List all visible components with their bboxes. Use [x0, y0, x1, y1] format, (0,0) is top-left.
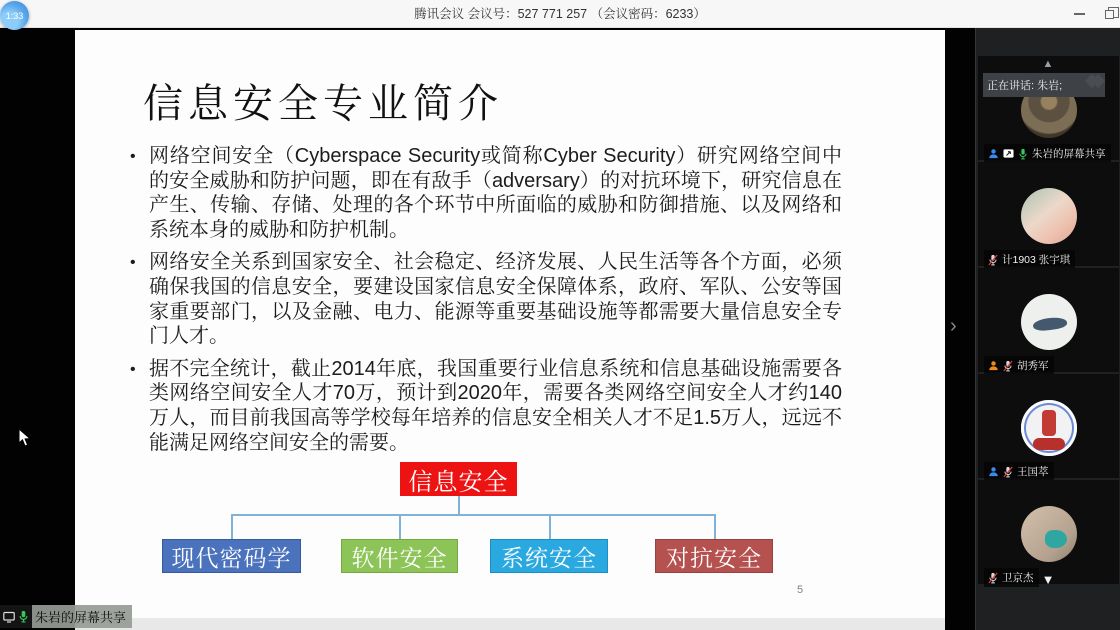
titlebar	[0, 0, 1120, 28]
shared-screen-bottom-strip	[75, 618, 945, 630]
participant-namebar	[984, 462, 1054, 481]
bullet-text: 网络安全关系到国家安全、社会稳定、经济发展、人民生活等各个方面，必须确保我国的信息安全，要建设国家信息安全保障体系，政府、军队、公安等国家重要部门，以及金融、电力、能源等重要基础设施等都需要大量信息安全专门人才。	[149, 251, 842, 348]
sharing-screen-icon	[1002, 147, 1014, 160]
host-icon	[987, 359, 999, 372]
participant-tile[interactable]	[978, 480, 1119, 584]
connector-line	[458, 496, 460, 514]
restore-icon	[1105, 10, 1114, 19]
bullet-item	[130, 357, 842, 455]
connector-line	[549, 514, 551, 539]
diagram-root-box: 信息安全	[400, 462, 517, 496]
mouse-cursor	[18, 428, 32, 453]
participant-name: 朱岩的屏幕共享	[1032, 148, 1106, 160]
minimize-icon	[1074, 13, 1085, 15]
window-controls	[1072, 0, 1116, 28]
sidebar-collapse-chevron[interactable]: ›	[950, 315, 957, 337]
speaking-tooltip-text: 正在讲话: 朱岩;	[987, 80, 1063, 92]
presentation-slide	[75, 30, 945, 618]
slide-bullet-list	[130, 144, 842, 463]
participant-tile[interactable]	[978, 56, 1119, 160]
timer-text: 1:33	[5, 10, 24, 21]
scroll-up-arrow[interactable]: ▲	[1042, 58, 1054, 70]
avatar-red-figure	[1021, 400, 1077, 456]
speaking-tooltip	[983, 73, 1105, 97]
meeting-logo-watermark-icon	[1091, 76, 1103, 89]
participant-namebar	[984, 144, 1111, 163]
bullet-marker: •	[130, 148, 136, 165]
minimize-button[interactable]	[1072, 7, 1086, 21]
connector-line	[714, 514, 716, 539]
restore-button[interactable]	[1102, 7, 1116, 21]
microphone-muted-icon	[987, 253, 999, 266]
slide-title: 信息安全专业简介	[143, 81, 503, 126]
meeting-timer-badge[interactable]	[0, 1, 29, 30]
participants-sidebar	[975, 28, 1120, 630]
participant-tile[interactable]	[978, 268, 1119, 372]
scroll-down-arrow[interactable]: ▼	[1041, 572, 1055, 587]
microphone-on-icon	[1017, 147, 1029, 160]
diagram-child-box: 对抗安全	[655, 539, 773, 573]
screen-share-area	[0, 28, 975, 630]
avatar-whale	[1021, 294, 1077, 350]
participant-name: 计1903 张宇琪	[1002, 254, 1071, 266]
bullet-item	[130, 144, 842, 242]
avatar-cat	[1021, 506, 1077, 562]
participant-tile[interactable]	[978, 162, 1119, 266]
bullet-item	[130, 250, 842, 348]
slide-page-number: 5	[797, 584, 804, 596]
diagram-child-box: 系统安全	[490, 539, 608, 573]
screen-share-icon	[3, 610, 15, 623]
microphone-muted-icon	[1002, 359, 1014, 372]
bullet-marker: •	[130, 254, 136, 272]
microphone-on-icon	[17, 610, 29, 623]
bullet-text: 据不完全统计，截止2014年底，我国重要行业信息系统和信息基础设施需要各类网络空间安全人才70万，预计到2020年，需要各类网络空间安全人才约140万人，而目前我国高等学校每年培养的信息安全相关人才不足1.5万人，远远不能满足网络空间安全的需要。	[149, 357, 842, 454]
participant-name: 胡秀军	[1017, 360, 1049, 372]
participant-name: 卫京杰	[1002, 572, 1034, 584]
participant-namebar	[984, 356, 1054, 375]
diagram-child-box: 软件安全	[341, 539, 458, 573]
connector-line	[231, 514, 233, 539]
participant-name: 王国萃	[1017, 466, 1049, 478]
bullet-text: 网络空间安全（Cyberspace Security或简称Cyber Security）研究网络空间中的安全威胁和防护问题，即在有敌手（adversary）的对抗环境下，研究信息在产生、传输、存储、处理的各个环节中所面临的威胁和防御措施、以及网络和系统本身的威胁和防护机制。	[149, 145, 842, 241]
participant-tile[interactable]	[978, 374, 1119, 478]
member-icon	[987, 147, 999, 160]
diagram-child-box: 现代密码学	[162, 539, 301, 573]
connector-line	[231, 514, 715, 516]
share-badge-icons	[0, 605, 32, 628]
screen-share-badge	[0, 605, 132, 628]
share-badge-label: 朱岩的屏幕共享	[32, 605, 132, 628]
meeting-title: 腾讯会议 会议号：527 771 257 （会议密码：6233）	[414, 7, 706, 21]
bullet-marker: •	[130, 360, 136, 378]
member-icon	[987, 465, 999, 478]
participant-namebar	[984, 250, 1075, 269]
connector-line	[399, 514, 401, 539]
microphone-muted-icon	[1002, 465, 1014, 478]
avatar-flowers	[1021, 188, 1077, 244]
